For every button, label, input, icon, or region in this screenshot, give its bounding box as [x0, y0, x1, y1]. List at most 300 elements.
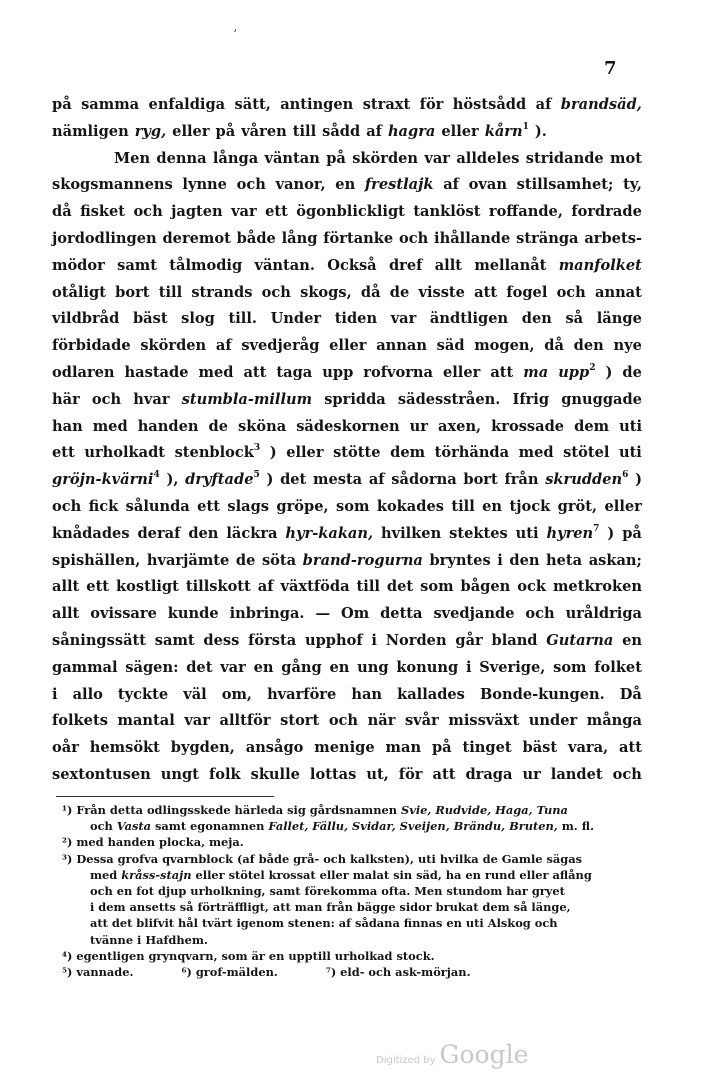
word-text: törhända — [434, 444, 510, 462]
word — [491, 628, 537, 655]
footnote-text: tvänne i Hafdhem. — [90, 932, 208, 947]
word-text: skörden — [352, 149, 419, 167]
word-text: ma — [523, 363, 549, 381]
word-text: och — [556, 283, 586, 301]
word-text: tillskott — [185, 578, 251, 596]
word-text: de — [235, 551, 256, 569]
word — [386, 735, 422, 762]
digitized-by-label: Digitized by — [376, 1055, 436, 1066]
word — [497, 548, 503, 575]
word — [620, 682, 642, 709]
word-text: att — [490, 363, 514, 381]
word-text: allt — [52, 578, 80, 596]
word — [432, 735, 452, 762]
word — [254, 655, 274, 682]
word-text: bort — [463, 471, 498, 489]
word — [333, 440, 380, 467]
word-text: sädeskornen — [296, 417, 400, 435]
text-line — [52, 172, 642, 199]
footnote-text: eller stötel krossat eller malat sin säd, ha en rund eller aflång — [191, 867, 592, 882]
word — [363, 92, 411, 119]
word-text: som — [553, 658, 587, 676]
word — [369, 467, 385, 494]
word — [390, 280, 410, 307]
word-text: tyckte — [117, 685, 169, 703]
text-line — [52, 280, 642, 307]
word-text: länge — [596, 310, 642, 328]
word-text: en — [622, 631, 642, 649]
word-text: höstsådd — [452, 96, 527, 113]
word — [516, 226, 578, 253]
footnote-text: ⁵) vannade. — [62, 964, 134, 979]
word-text: ovissare — [90, 605, 157, 623]
word-text: en — [253, 658, 274, 676]
word — [52, 119, 129, 146]
word — [517, 574, 546, 601]
word — [516, 521, 539, 548]
word-text: det — [186, 658, 213, 676]
word — [605, 360, 612, 387]
word — [351, 682, 382, 709]
word-text: stötel — [563, 444, 610, 462]
word-text: ur — [522, 765, 541, 783]
word-text: Men — [114, 149, 151, 167]
word — [430, 306, 508, 333]
footnote-line — [62, 948, 632, 964]
word — [456, 146, 519, 173]
word-text: lottas — [309, 765, 357, 783]
word-text: samt — [154, 631, 195, 649]
word-text: stötte — [333, 444, 381, 462]
word — [156, 146, 206, 173]
word-text: kårn — [484, 122, 523, 140]
footnote-text: att det blifvit hål tvärt igenom stenen: af sådana finnas en uti Alskog och — [90, 916, 558, 931]
word — [231, 199, 257, 226]
word-text: att — [474, 283, 498, 301]
word — [52, 521, 130, 548]
word — [80, 199, 125, 226]
word — [92, 387, 121, 414]
word — [561, 387, 642, 414]
word-text: en — [329, 658, 350, 676]
word-text: bäst — [132, 310, 168, 328]
word-text: Också — [327, 256, 377, 274]
word-text: stumbla-millum — [181, 390, 313, 408]
word-text: strands — [191, 283, 253, 301]
word-text: ) — [635, 471, 642, 489]
word-text: af — [535, 96, 552, 113]
word-text: till — [356, 578, 380, 596]
word — [491, 414, 564, 441]
word-text: inbringa. — [229, 605, 305, 623]
word — [619, 735, 642, 762]
word — [305, 628, 363, 655]
word-text: detta — [380, 605, 423, 623]
word-text: upp — [322, 363, 354, 381]
word — [438, 414, 481, 441]
word-text: var — [184, 712, 210, 730]
word — [517, 172, 614, 199]
word-text: tinget — [462, 739, 512, 757]
text-line — [52, 601, 642, 628]
word-text: uti — [618, 444, 642, 462]
footnote-text: ³) Dessa grofva qvarnblock (af både grå- och kalksten), uti hvilka de Gamle sägas — [62, 851, 583, 866]
word-text: gång — [281, 658, 322, 676]
word — [513, 387, 550, 414]
word-text: Ifrig — [512, 390, 550, 408]
word — [551, 762, 603, 789]
word — [227, 494, 269, 521]
word — [435, 440, 510, 467]
word — [251, 762, 300, 789]
word-text: han — [351, 685, 383, 703]
word — [336, 494, 369, 521]
word-text: går — [455, 631, 483, 649]
word-text: ). — [534, 122, 547, 140]
word-text: visste — [418, 283, 465, 301]
word — [230, 601, 305, 628]
word-text: af — [215, 337, 232, 355]
word-text: många — [586, 712, 642, 730]
word-text: bland — [491, 631, 538, 649]
word — [315, 601, 330, 628]
word-text: ) — [266, 471, 274, 489]
word — [116, 574, 179, 601]
word — [52, 601, 79, 628]
word-text: kunde — [167, 605, 219, 623]
word — [182, 387, 312, 414]
word-text: gröjn-kvärni — [52, 471, 154, 489]
word-text: heta — [546, 551, 583, 569]
google-logo-text: Google — [439, 1040, 529, 1069]
word — [451, 494, 474, 521]
word — [322, 360, 353, 387]
word-text: Gutarna — [546, 631, 614, 649]
word-text: stillsamhet; — [516, 176, 614, 194]
word-text: manfolket — [558, 256, 642, 274]
word-text: både — [236, 229, 276, 247]
word-text: bryntes — [429, 551, 491, 569]
word — [90, 601, 157, 628]
word-text: uti — [515, 524, 539, 542]
word-text: då — [544, 337, 564, 355]
text-line — [52, 387, 642, 414]
word — [199, 360, 234, 387]
word — [175, 440, 261, 467]
word — [213, 146, 258, 173]
word-text: odlaren — [52, 363, 115, 381]
word — [216, 119, 236, 146]
word — [479, 655, 545, 682]
word — [236, 548, 256, 575]
word-text: antingen — [280, 96, 354, 113]
word-text: och — [52, 497, 82, 515]
word-text: Då — [619, 685, 642, 703]
word-text: rofvorna — [363, 363, 433, 381]
word — [149, 92, 226, 119]
word — [237, 226, 276, 253]
word-text: till. — [228, 310, 257, 328]
word — [433, 762, 456, 789]
word — [366, 762, 388, 789]
word-text: mantal — [117, 712, 175, 730]
word — [366, 119, 382, 146]
word-text: tiden — [334, 310, 378, 328]
word — [228, 306, 256, 333]
word-text: gammal — [52, 658, 118, 676]
stray-mark: ʼ — [233, 28, 237, 41]
word-text: annat — [595, 283, 642, 301]
word-text: kostligt — [116, 578, 179, 596]
word — [525, 601, 554, 628]
word — [52, 280, 106, 307]
word-text: af — [257, 578, 274, 596]
word — [453, 92, 526, 119]
word — [73, 682, 103, 709]
word-text: söta — [261, 551, 297, 569]
word-text: tålmodig — [169, 256, 243, 274]
word — [216, 333, 232, 360]
word-text: ryg, — [134, 122, 167, 140]
footnote-text: ¹) Från detta odlingsskede härleda sig gårdsnamnen — [62, 803, 401, 817]
word-text: i — [371, 631, 377, 649]
word-text: mot — [610, 149, 642, 167]
word — [258, 574, 274, 601]
word-text: fisket — [80, 203, 126, 221]
word — [399, 226, 428, 253]
word-text: hvilken — [381, 524, 442, 542]
word — [52, 467, 160, 494]
word-text: mellanåt — [474, 256, 547, 274]
word — [437, 333, 465, 360]
footnote-text: samt egonamnen — [151, 819, 269, 834]
word — [52, 360, 115, 387]
word-text: enfaldiga — [148, 96, 226, 113]
word — [226, 521, 277, 548]
word — [466, 655, 472, 682]
footnote-line — [62, 818, 632, 834]
word — [405, 708, 439, 735]
word-text: ) — [269, 444, 277, 462]
word-text: axen, — [438, 417, 482, 435]
word — [117, 253, 157, 280]
footnotes — [62, 802, 632, 980]
word — [329, 333, 366, 360]
word-text: och — [236, 176, 266, 194]
word-text: då — [52, 203, 72, 221]
word — [125, 360, 189, 387]
digitized-by-google-watermark — [376, 1040, 528, 1069]
word — [243, 360, 266, 387]
word-text: eller — [442, 363, 481, 381]
word — [613, 333, 641, 360]
word-text: första — [248, 631, 297, 649]
word-text: metkroken — [552, 578, 642, 596]
word-text: långa — [212, 149, 259, 167]
word — [52, 306, 119, 333]
footnote-ref: 3 — [253, 443, 261, 454]
word-text: den — [521, 310, 552, 328]
footnote-ref: 2 — [589, 362, 596, 373]
word — [276, 172, 326, 199]
word-text: arbets- — [584, 229, 642, 247]
word-text: frestlajk — [364, 176, 434, 194]
word — [335, 306, 377, 333]
word — [420, 574, 453, 601]
word — [314, 735, 374, 762]
word — [52, 655, 118, 682]
word — [455, 628, 482, 655]
word-text: ) — [607, 524, 615, 542]
footnote-text: och — [90, 819, 117, 834]
word-text: den — [188, 524, 219, 542]
word-text: af — [443, 176, 459, 194]
word-text: och — [261, 283, 291, 301]
word — [377, 494, 444, 521]
word-text: man — [385, 739, 422, 757]
word — [357, 574, 380, 601]
word — [300, 280, 352, 307]
word — [52, 628, 146, 655]
word-text: af — [368, 471, 385, 489]
word — [293, 119, 316, 146]
word-text: taga — [276, 363, 313, 381]
word — [523, 735, 558, 762]
word-text: lång — [281, 229, 318, 247]
word-text: i — [465, 658, 472, 676]
word-text: på — [622, 524, 642, 542]
word-text: för — [419, 96, 444, 113]
word-text: slags — [227, 497, 269, 515]
word-text: läckra — [226, 524, 278, 542]
word — [52, 735, 79, 762]
word — [604, 494, 641, 521]
word-text: dref — [388, 256, 423, 274]
word — [485, 119, 529, 146]
word-text: brand-rogurna — [302, 551, 423, 569]
word — [52, 682, 58, 709]
word — [509, 494, 550, 521]
word — [138, 414, 199, 441]
word — [86, 574, 109, 601]
word — [441, 119, 478, 146]
word-text: Norden — [385, 631, 447, 649]
text-line — [52, 494, 642, 521]
word-text: det — [386, 578, 414, 596]
word-text: ett — [86, 578, 110, 596]
word-text: eller — [604, 497, 642, 515]
word — [563, 440, 609, 467]
word-text: otåligt — [52, 283, 106, 301]
word-text: hemsökt — [89, 739, 160, 757]
word — [595, 280, 642, 307]
word-text: ihållande — [434, 229, 511, 247]
word-text: att — [243, 363, 267, 381]
footnote-line — [62, 932, 632, 948]
word — [254, 253, 314, 280]
word — [115, 280, 149, 307]
word-text: stenblock — [174, 444, 254, 462]
word-text: och — [525, 605, 555, 623]
word — [536, 92, 552, 119]
word — [52, 762, 151, 789]
word-text: från — [504, 471, 539, 489]
word-text: förtanke — [323, 229, 394, 247]
word — [209, 414, 229, 441]
page-number: 7 — [604, 58, 617, 79]
word — [469, 172, 507, 199]
word — [546, 521, 599, 548]
word — [183, 682, 206, 709]
word-text: ovan — [468, 176, 507, 194]
word-text: Under — [270, 310, 322, 328]
word — [568, 735, 608, 762]
footnote-text: Vasta — [116, 819, 152, 834]
word-text: som — [336, 497, 370, 515]
word-text: om, — [221, 685, 253, 703]
word — [52, 387, 80, 414]
word — [397, 682, 465, 709]
word — [188, 521, 218, 548]
word-text: den — [509, 551, 540, 569]
word-text: skrudden — [545, 471, 623, 489]
word-text: med — [92, 417, 128, 435]
word — [52, 253, 105, 280]
word-text: ett — [52, 444, 75, 462]
footnote-text: ²) med handen plocka, meja. — [62, 835, 244, 850]
word-text: en — [335, 176, 356, 194]
text-line — [52, 548, 642, 575]
word-text: fordrade — [571, 203, 642, 221]
word-text: af — [366, 122, 382, 140]
word — [280, 92, 353, 119]
word — [324, 387, 386, 414]
word-text: folk — [208, 765, 241, 783]
text-line — [52, 414, 642, 441]
word — [619, 414, 642, 441]
word — [137, 521, 180, 548]
word — [584, 226, 642, 253]
footnote-ref: 5 — [253, 470, 260, 481]
word — [388, 119, 435, 146]
footnote-text: kråss-stajn — [121, 867, 192, 882]
word-text: mogen, — [474, 337, 535, 355]
footnote-text: ⁶) grof-mälden. — [181, 964, 278, 979]
text-line — [52, 199, 642, 226]
word — [376, 333, 427, 360]
word — [296, 414, 399, 441]
word — [265, 199, 288, 226]
word — [389, 253, 422, 280]
word — [197, 494, 220, 521]
word — [482, 494, 502, 521]
word — [529, 708, 577, 735]
word — [341, 601, 369, 628]
word-text: vildbråd — [52, 310, 120, 328]
text-line — [52, 92, 642, 119]
word — [544, 333, 564, 360]
word — [52, 172, 173, 199]
word-text: hagra — [387, 122, 436, 140]
word — [474, 253, 546, 280]
word — [89, 494, 119, 521]
word-text: under — [528, 712, 578, 730]
word-text: och — [91, 390, 122, 408]
word — [523, 360, 548, 387]
word — [222, 682, 252, 709]
word — [52, 226, 157, 253]
word — [443, 360, 480, 387]
